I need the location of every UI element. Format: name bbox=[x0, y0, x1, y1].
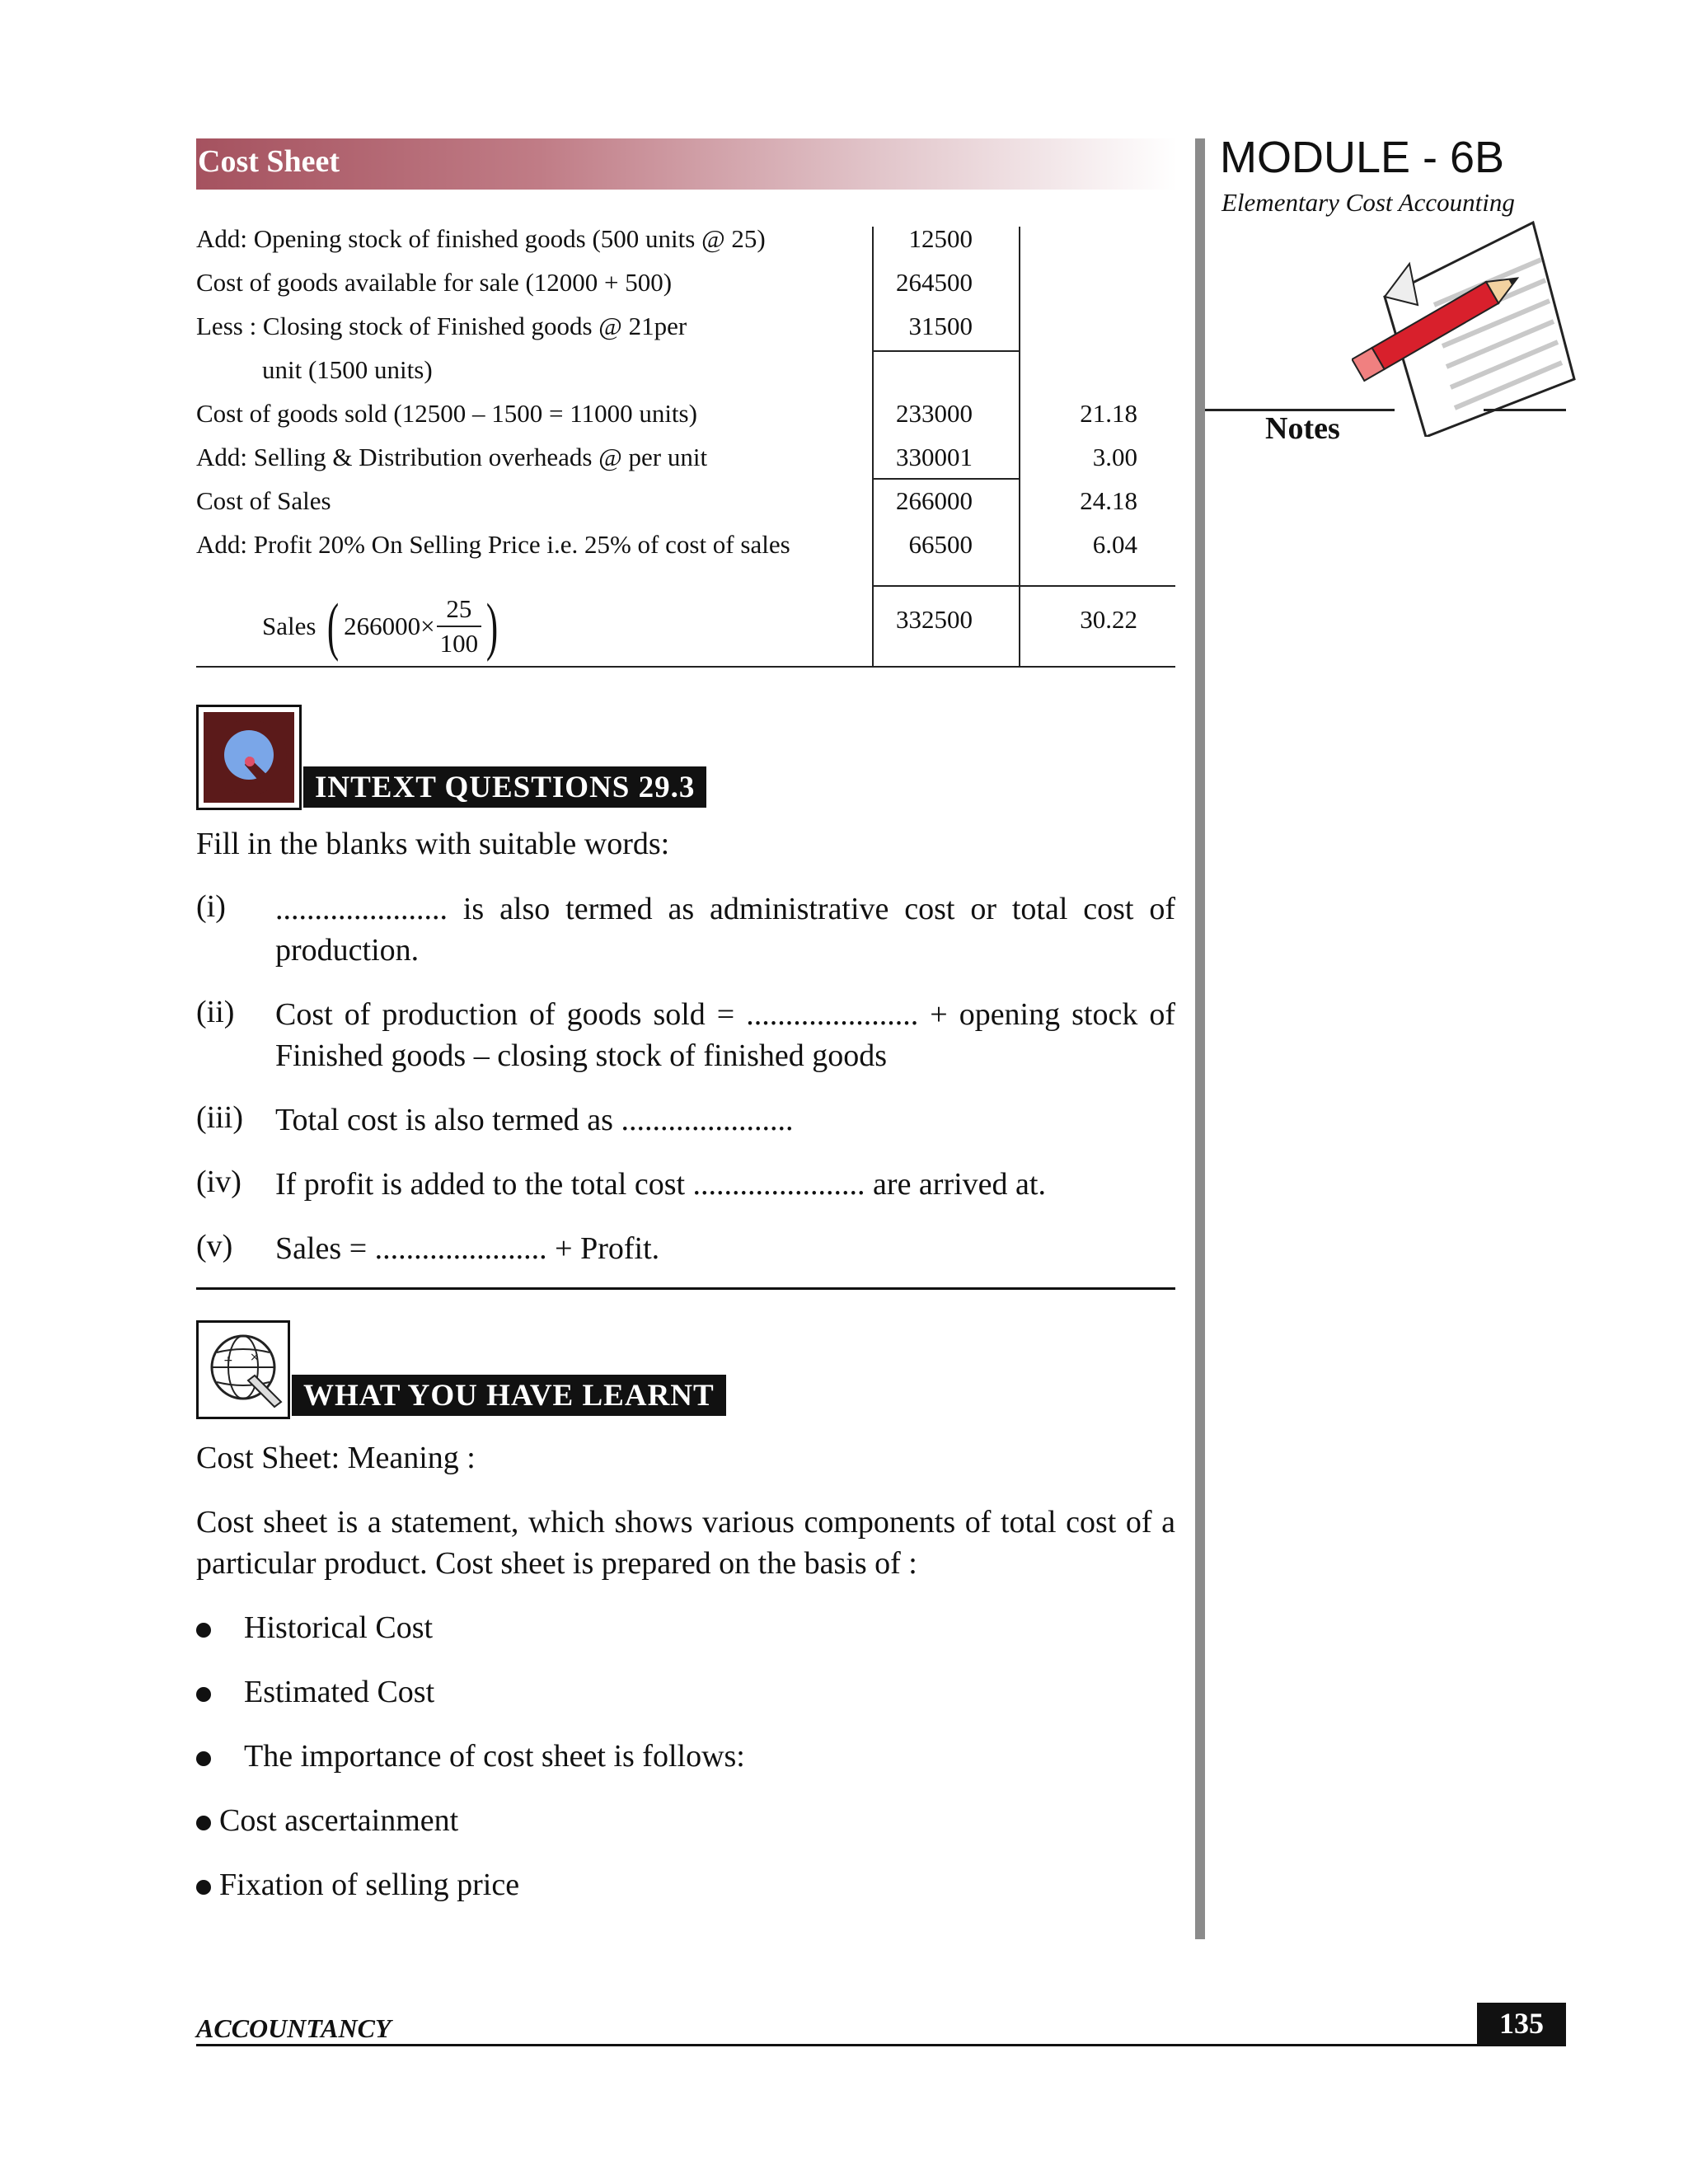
module-title: MODULE - 6B bbox=[1220, 133, 1505, 182]
table-row-label: Cost of Sales bbox=[196, 486, 331, 515]
list-item-text: Estimated Cost bbox=[244, 1675, 435, 1709]
table-cell-amount: 12500 bbox=[908, 224, 973, 253]
question-text: Sales = ...................... + Profit. bbox=[275, 1231, 660, 1266]
table-col-divider-2 bbox=[1019, 227, 1020, 668]
notes-pencil-icon bbox=[1352, 214, 1582, 437]
svg-text:+: + bbox=[223, 1354, 233, 1367]
sales-label: Sales bbox=[262, 611, 316, 640]
question-text: If profit is added to the total cost ...................... are arrived at. bbox=[275, 1167, 1046, 1202]
question-text: ...................... is also termed as administrative cost or total cost of production. bbox=[275, 892, 1175, 968]
footer-rule bbox=[196, 2044, 1566, 2046]
list-item-text: Cost ascertainment bbox=[219, 1803, 459, 1838]
sidebar-divider bbox=[1195, 138, 1205, 1939]
bullet-icon bbox=[196, 1751, 211, 1766]
bullet-icon bbox=[196, 1687, 211, 1702]
table-subtotal-rule-2 bbox=[872, 478, 1019, 480]
intext-intro: Fill in the blanks with suitable words: bbox=[196, 827, 670, 861]
question-text: Cost of production of goods sold = ...................... + opening stock of Finished goods – closing stock of finished goods bbox=[275, 997, 1175, 1073]
question-q-icon bbox=[196, 705, 302, 810]
table-cell-amount: 233000 bbox=[896, 399, 973, 428]
list-item-text: The importance of cost sheet is follows: bbox=[244, 1739, 745, 1774]
sales-expression-base: 266000× bbox=[344, 611, 435, 640]
fraction-numerator: 25 bbox=[437, 593, 482, 627]
sales-row bbox=[262, 587, 503, 663]
fraction-denominator: 100 bbox=[439, 628, 479, 658]
table-cell-amount: 266000 bbox=[896, 486, 973, 515]
table-row-label: Cost of goods available for sale (12000 + 500) bbox=[196, 268, 673, 297]
table-cell-amount: 264500 bbox=[896, 268, 973, 297]
table-row-label: Add: Opening stock of finished goods (500 units @ 25) bbox=[196, 224, 766, 253]
section-divider bbox=[196, 1287, 1175, 1290]
question-number: (ii) bbox=[196, 995, 235, 1029]
table-row-label: Cost of goods sold (12500 – 1500 = 11000 units) bbox=[196, 399, 697, 428]
list-item bbox=[196, 1607, 433, 1648]
svg-text:×: × bbox=[250, 1351, 260, 1364]
table-cell-amount: 66500 bbox=[908, 530, 973, 559]
question-number: (iv) bbox=[196, 1165, 241, 1199]
table-cell-per-unit: 21.18 bbox=[1080, 399, 1137, 428]
table-cell-amount: 332500 bbox=[896, 605, 973, 634]
list-item-text: Historical Cost bbox=[244, 1610, 434, 1645]
right-paren: ) bbox=[486, 589, 499, 662]
globe-learning-icon bbox=[196, 1320, 290, 1419]
bullet-icon bbox=[196, 1816, 211, 1830]
question-number: (iii) bbox=[196, 1100, 243, 1135]
learnt-heading: Cost Sheet: Meaning : bbox=[196, 1441, 476, 1475]
learnt-paragraph: Cost sheet is a statement, which shows various components of total cost of a particular product. Cost sheet is prepared on the basis of : bbox=[196, 1505, 1175, 1581]
section-header-band bbox=[196, 138, 1177, 190]
table-bottom-rule bbox=[196, 666, 1175, 668]
list-item bbox=[196, 1800, 458, 1841]
table-row-label: Add: Selling & Distribution overheads @ per unit bbox=[196, 443, 708, 471]
table-total-rule bbox=[872, 585, 1175, 587]
list-item-text: Fixation of selling price bbox=[219, 1868, 520, 1902]
left-paren: ( bbox=[327, 589, 340, 662]
bullet-icon bbox=[196, 1623, 211, 1638]
list-item bbox=[196, 1864, 519, 1905]
table-cell-per-unit: 30.22 bbox=[1080, 605, 1137, 634]
section-title: Cost Sheet bbox=[198, 144, 340, 179]
footer-subject: ACCOUNTANCY bbox=[196, 2013, 392, 2043]
sales-fraction bbox=[437, 593, 482, 660]
table-cell-amount: 31500 bbox=[908, 312, 973, 340]
table-subtotal-rule-1 bbox=[872, 350, 1019, 352]
notes-label: Notes bbox=[1265, 411, 1340, 446]
intext-questions-title: INTEXT QUESTIONS 29.3 bbox=[303, 766, 706, 808]
list-item bbox=[196, 1736, 745, 1777]
question-text: Total cost is also termed as ...................... bbox=[275, 1103, 794, 1137]
table-cell-per-unit: 6.04 bbox=[1092, 530, 1137, 559]
page-number: 135 bbox=[1477, 2003, 1566, 2044]
question-number: (v) bbox=[196, 1229, 233, 1263]
module-subtitle: Elementary Cost Accounting bbox=[1221, 188, 1515, 217]
what-you-have-learnt-title: WHAT YOU HAVE LEARNT bbox=[292, 1375, 726, 1416]
table-col-divider-1 bbox=[872, 227, 874, 668]
table-cell-per-unit: 3.00 bbox=[1092, 443, 1137, 471]
question-number: (i) bbox=[196, 889, 226, 924]
table-cell-amount: 330001 bbox=[896, 443, 973, 471]
table-row-label: Less : Closing stock of Finished goods @ 21per bbox=[196, 312, 687, 340]
table-row-label: unit (1500 units) bbox=[262, 355, 433, 384]
bullet-icon bbox=[196, 1880, 211, 1895]
table-row-label: Add: Profit 20% On Selling Price i.e. 25% of cost of sales bbox=[196, 530, 790, 559]
notes-rule-right bbox=[1484, 409, 1566, 411]
list-item bbox=[196, 1671, 434, 1713]
table-cell-per-unit: 24.18 bbox=[1080, 486, 1137, 515]
